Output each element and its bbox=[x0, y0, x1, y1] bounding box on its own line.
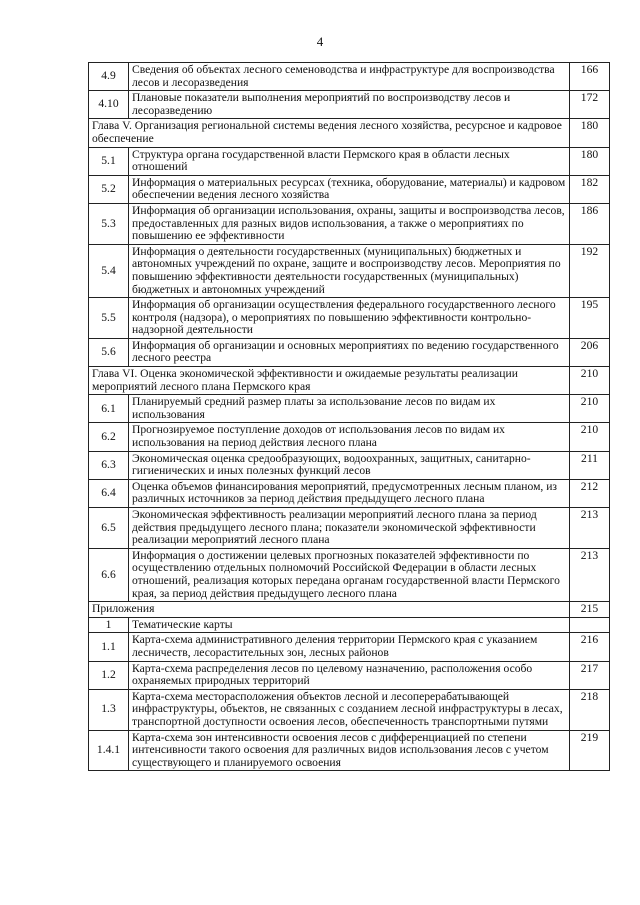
toc-page-number: 219 bbox=[570, 730, 610, 771]
toc-page-number: 210 bbox=[570, 367, 610, 395]
toc-item-number: 1.4.1 bbox=[89, 730, 129, 771]
toc-item-title: Экономическая оценка средообразующих, водоохранных, защитных, санитарно-гигиенических и иных полезных функций лесов bbox=[129, 451, 570, 479]
toc-page-number: 206 bbox=[570, 338, 610, 366]
toc-item-title: Карта-схема зон интенсивности освоения лесов с дифференциацией по степени интенсивности такого освоения для различных видов использования лесов с учетом существующего и планируемого освоения bbox=[129, 730, 570, 771]
toc-page-number: 213 bbox=[570, 508, 610, 549]
toc-page-number: 172 bbox=[570, 91, 610, 119]
toc-item-number: 4.9 bbox=[89, 63, 129, 91]
toc-row bbox=[89, 617, 610, 633]
toc-item-title: Прогнозируемое поступление доходов от использования лесов по видам их использования на период действия лесного плана bbox=[129, 423, 570, 451]
toc-page-number: 217 bbox=[570, 661, 610, 689]
toc-row bbox=[89, 367, 610, 395]
toc-page-number: 216 bbox=[570, 633, 610, 661]
toc-item-number: 1 bbox=[89, 617, 129, 633]
toc-row bbox=[89, 244, 610, 297]
toc-item-title: Информация о достижении целевых прогнозных показателей эффективности по осуществлению отдельных полномочий Российской Федерации в области лесных отношений, реализация которых передана органам государственной власти Пермского края, за период действия предыдущего лесного плана bbox=[129, 548, 570, 601]
toc-page-number: 166 bbox=[570, 63, 610, 91]
toc-row bbox=[89, 661, 610, 689]
toc-body bbox=[89, 63, 610, 771]
toc-page-number: 213 bbox=[570, 548, 610, 601]
toc-item-title: Карта-схема месторасположения объектов лесной и лесоперерабатывающей инфраструктуры, объектов, не связанных с созданием лесной инфраструктуры в лесах, транспортной доступности освоения лесов, обеспеченность транспортными путями bbox=[129, 689, 570, 730]
toc-item-title: Оценка объемов финансирования мероприятий, предусмотренных лесным планом, из различных источников за период действия предыдущего лесного плана bbox=[129, 479, 570, 507]
toc-heading: Глава VI. Оценка экономической эффективности и ожидаемые результаты реализации мероприятий лесного плана Пермского края bbox=[89, 367, 570, 395]
toc-page-number: 211 bbox=[570, 451, 610, 479]
toc-row bbox=[89, 548, 610, 601]
toc-item-number: 4.10 bbox=[89, 91, 129, 119]
toc-item-number: 6.3 bbox=[89, 451, 129, 479]
toc-page-number: 186 bbox=[570, 203, 610, 244]
toc-page-number: 218 bbox=[570, 689, 610, 730]
toc-item-number: 5.4 bbox=[89, 244, 129, 297]
toc-page-number: 212 bbox=[570, 479, 610, 507]
toc-item-number: 1.3 bbox=[89, 689, 129, 730]
toc-item-number: 5.1 bbox=[89, 147, 129, 175]
toc-item-number: 1.1 bbox=[89, 633, 129, 661]
toc-row bbox=[89, 338, 610, 366]
toc-heading: Глава V. Организация региональной системы ведения лесного хозяйства, ресурсное и кадровое обеспечение bbox=[89, 119, 570, 147]
toc-row bbox=[89, 423, 610, 451]
toc-item-title: Структура органа государственной власти Пермского края в области лесных отношений bbox=[129, 147, 570, 175]
toc-item-number: 5.3 bbox=[89, 203, 129, 244]
toc-page-number: 182 bbox=[570, 175, 610, 203]
toc-row bbox=[89, 91, 610, 119]
toc-item-title: Планируемый средний размер платы за использование лесов по видам их использования bbox=[129, 395, 570, 423]
toc-row bbox=[89, 602, 610, 618]
toc-item-number: 6.5 bbox=[89, 508, 129, 549]
toc-page-number bbox=[570, 617, 610, 633]
toc-item-title: Плановые показатели выполнения мероприятий по воспроизводству лесов и лесоразведению bbox=[129, 91, 570, 119]
toc-item-number: 5.6 bbox=[89, 338, 129, 366]
toc-row bbox=[89, 633, 610, 661]
toc-item-title: Информация об организации использования, охраны, защиты и воспроизводства лесов, предоставленных для разных видов использования, а также о мероприятиях по повышению ее эффективности bbox=[129, 203, 570, 244]
toc-row bbox=[89, 298, 610, 339]
toc-page-number: 192 bbox=[570, 244, 610, 297]
toc-row bbox=[89, 203, 610, 244]
toc-page-number: 215 bbox=[570, 602, 610, 618]
toc-row bbox=[89, 175, 610, 203]
toc-row bbox=[89, 689, 610, 730]
toc-row bbox=[89, 451, 610, 479]
toc-item-number: 5.5 bbox=[89, 298, 129, 339]
toc-heading: Приложения bbox=[89, 602, 570, 618]
toc-row bbox=[89, 119, 610, 147]
toc-item-title: Информация об организации и основных мероприятиях по ведению государственного лесного реестра bbox=[129, 338, 570, 366]
toc-page-number: 180 bbox=[570, 147, 610, 175]
toc-item-title: Сведения об объектах лесного семеноводства и инфраструктуре для воспроизводства лесов и лесоразведения bbox=[129, 63, 570, 91]
toc-item-number: 6.4 bbox=[89, 479, 129, 507]
toc-row bbox=[89, 63, 610, 91]
toc-item-title: Экономическая эффективность реализации мероприятий лесного плана за период действия предыдущего лесного плана; показатели экономической эффективности реализации мероприятий лесного плана bbox=[129, 508, 570, 549]
toc-page-number: 195 bbox=[570, 298, 610, 339]
table-of-contents bbox=[88, 62, 610, 771]
toc-item-title: Тематические карты bbox=[129, 617, 570, 633]
toc-item-title: Информация об организации осуществления федерального государственного лесного контроля (надзора), о мероприятиях по повышению эффективности контрольно-надзорной деятельности bbox=[129, 298, 570, 339]
toc-item-number: 6.6 bbox=[89, 548, 129, 601]
toc-row bbox=[89, 508, 610, 549]
toc-item-title: Информация о деятельности государственных (муниципальных) бюджетных и автономных учреждений по охране, защите и воспроизводству лесов. Мероприятия по повышению эффективности деятельности государственных (муниципальных) бюджетных и автономных учреждений bbox=[129, 244, 570, 297]
page-number: 4 bbox=[316, 34, 324, 49]
toc-item-number: 1.2 bbox=[89, 661, 129, 689]
toc-item-title: Информация о материальных ресурсах (техника, оборудование, материалы) и кадровом обеспечении ведения лесного хозяйства bbox=[129, 175, 570, 203]
toc-row bbox=[89, 147, 610, 175]
toc-row bbox=[89, 395, 610, 423]
toc-item-number: 5.2 bbox=[89, 175, 129, 203]
toc-item-number: 6.1 bbox=[89, 395, 129, 423]
toc-page-number: 210 bbox=[570, 423, 610, 451]
toc-row bbox=[89, 479, 610, 507]
toc-item-title: Карта-схема административного деления территории Пермского края с указанием лесничеств, лесорастительных зон, лесных районов bbox=[129, 633, 570, 661]
toc-item-number: 6.2 bbox=[89, 423, 129, 451]
toc-page-number: 180 bbox=[570, 119, 610, 147]
toc-page-number: 210 bbox=[570, 395, 610, 423]
toc-item-title: Карта-схема распределения лесов по целевому назначению, расположения особо охраняемых природных территорий bbox=[129, 661, 570, 689]
toc-row bbox=[89, 730, 610, 771]
